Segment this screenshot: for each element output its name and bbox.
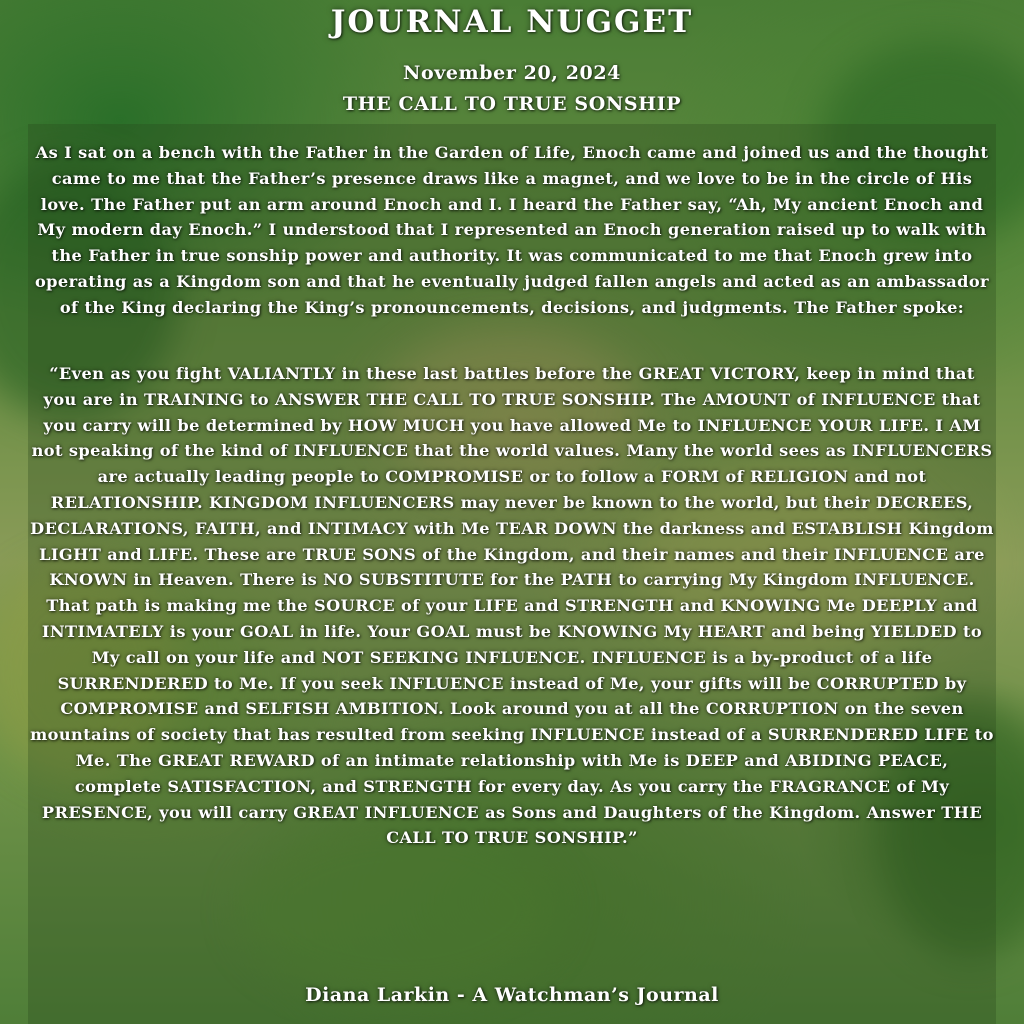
journal-paragraph-2: “Even as you fight VALIANTLY in these last battles before the GREAT VICTORY, keep in mind that you are in TRAINING to ANSWER THE CALL TO TRUE SONSHIP. The AMOUNT of INFLUENCE that you carry will be determined by HOW MUCH you have allowed Me to INFLUENCE YOUR LIFE. I AM not speaking of the kind of INFLUENCE that the world values. Many the world sees as INFLUENCERS are actually leading people to COMPROMISE or to follow a FORM of RELIGION and not RELATIONSHIP. KINGDOM INFLUENCERS may never be known to the world, but their DECREES, DECLARATIONS, FAITH, and INTIMACY with Me TEAR DOWN the darkness and ESTABLISH Kingdom LIGHT and LIFE. These are TRUE SONS of the Kingdom, and their names and their INFLUENCE are KNOWN in Heaven. There is NO SUBSTITUTE for the PATH to carrying My Kingdom INFLUENCE. That path is making me the SOURCE of your LIFE and STRENGTH and KNOWING Me DEEPLY and INTIMATELY is your GOAL in life. Your GOAL must be KNOWING My HEART and being YIELDED to My call on your life and NOT SEEKING INFLUENCE. INFLUENCE is a by-product of a life SURRENDERED to Me. If you seek INFLUENCE instead of Me, your gifts will be CORRUPTED by COMPROMISE and SELFISH AMBITION. Look around you at all the CORRUPTION on the seven mountains of society that has resulted from seeking INFLUENCE instead of a SURRENDERED LIFE to Me. The GREAT REWARD of an intimate relationship with Me is DEEP and ABIDING PEACE, complete SATISFACTION, and STRENGTH for every day. As you carry the FRAGRANCE of My PRESENCE, you will carry GREAT INFLUENCE as Sons and Daughters of the Kingdom. Answer THE CALL TO TRUE SONSHIP.” (30, 364, 994, 848)
journal-date: November 20, 2024 (402, 62, 622, 84)
journal-paragraph-1: As I sat on a bench with the Father in the Garden of Life, Enoch came and joined us and the thought came to me that the Father’s presence draws like a magnet, and we love to be in the circle of His love. The Father put an arm around Enoch and I. I heard the Father say, “Ah, My ancient Enoch and My modern day Enoch.” I understood that I represented an Enoch generation raised up to walk with the Father in true sonship power and authority. It was communicated to me that Enoch grew into operating as a Kingdom son and that he eventually judged fallen angels and acted as an ambassador of the King declaring the King’s pronouncements, decisions, and judgments. The Father spoke: (34, 143, 989, 317)
page-title: JOURNAL NUGGET (330, 4, 694, 40)
entry-title: THE CALL TO TRUE SONSHIP (342, 93, 682, 115)
author-signature: Diana Larkin - A Watchman’s Journal (305, 984, 719, 1006)
